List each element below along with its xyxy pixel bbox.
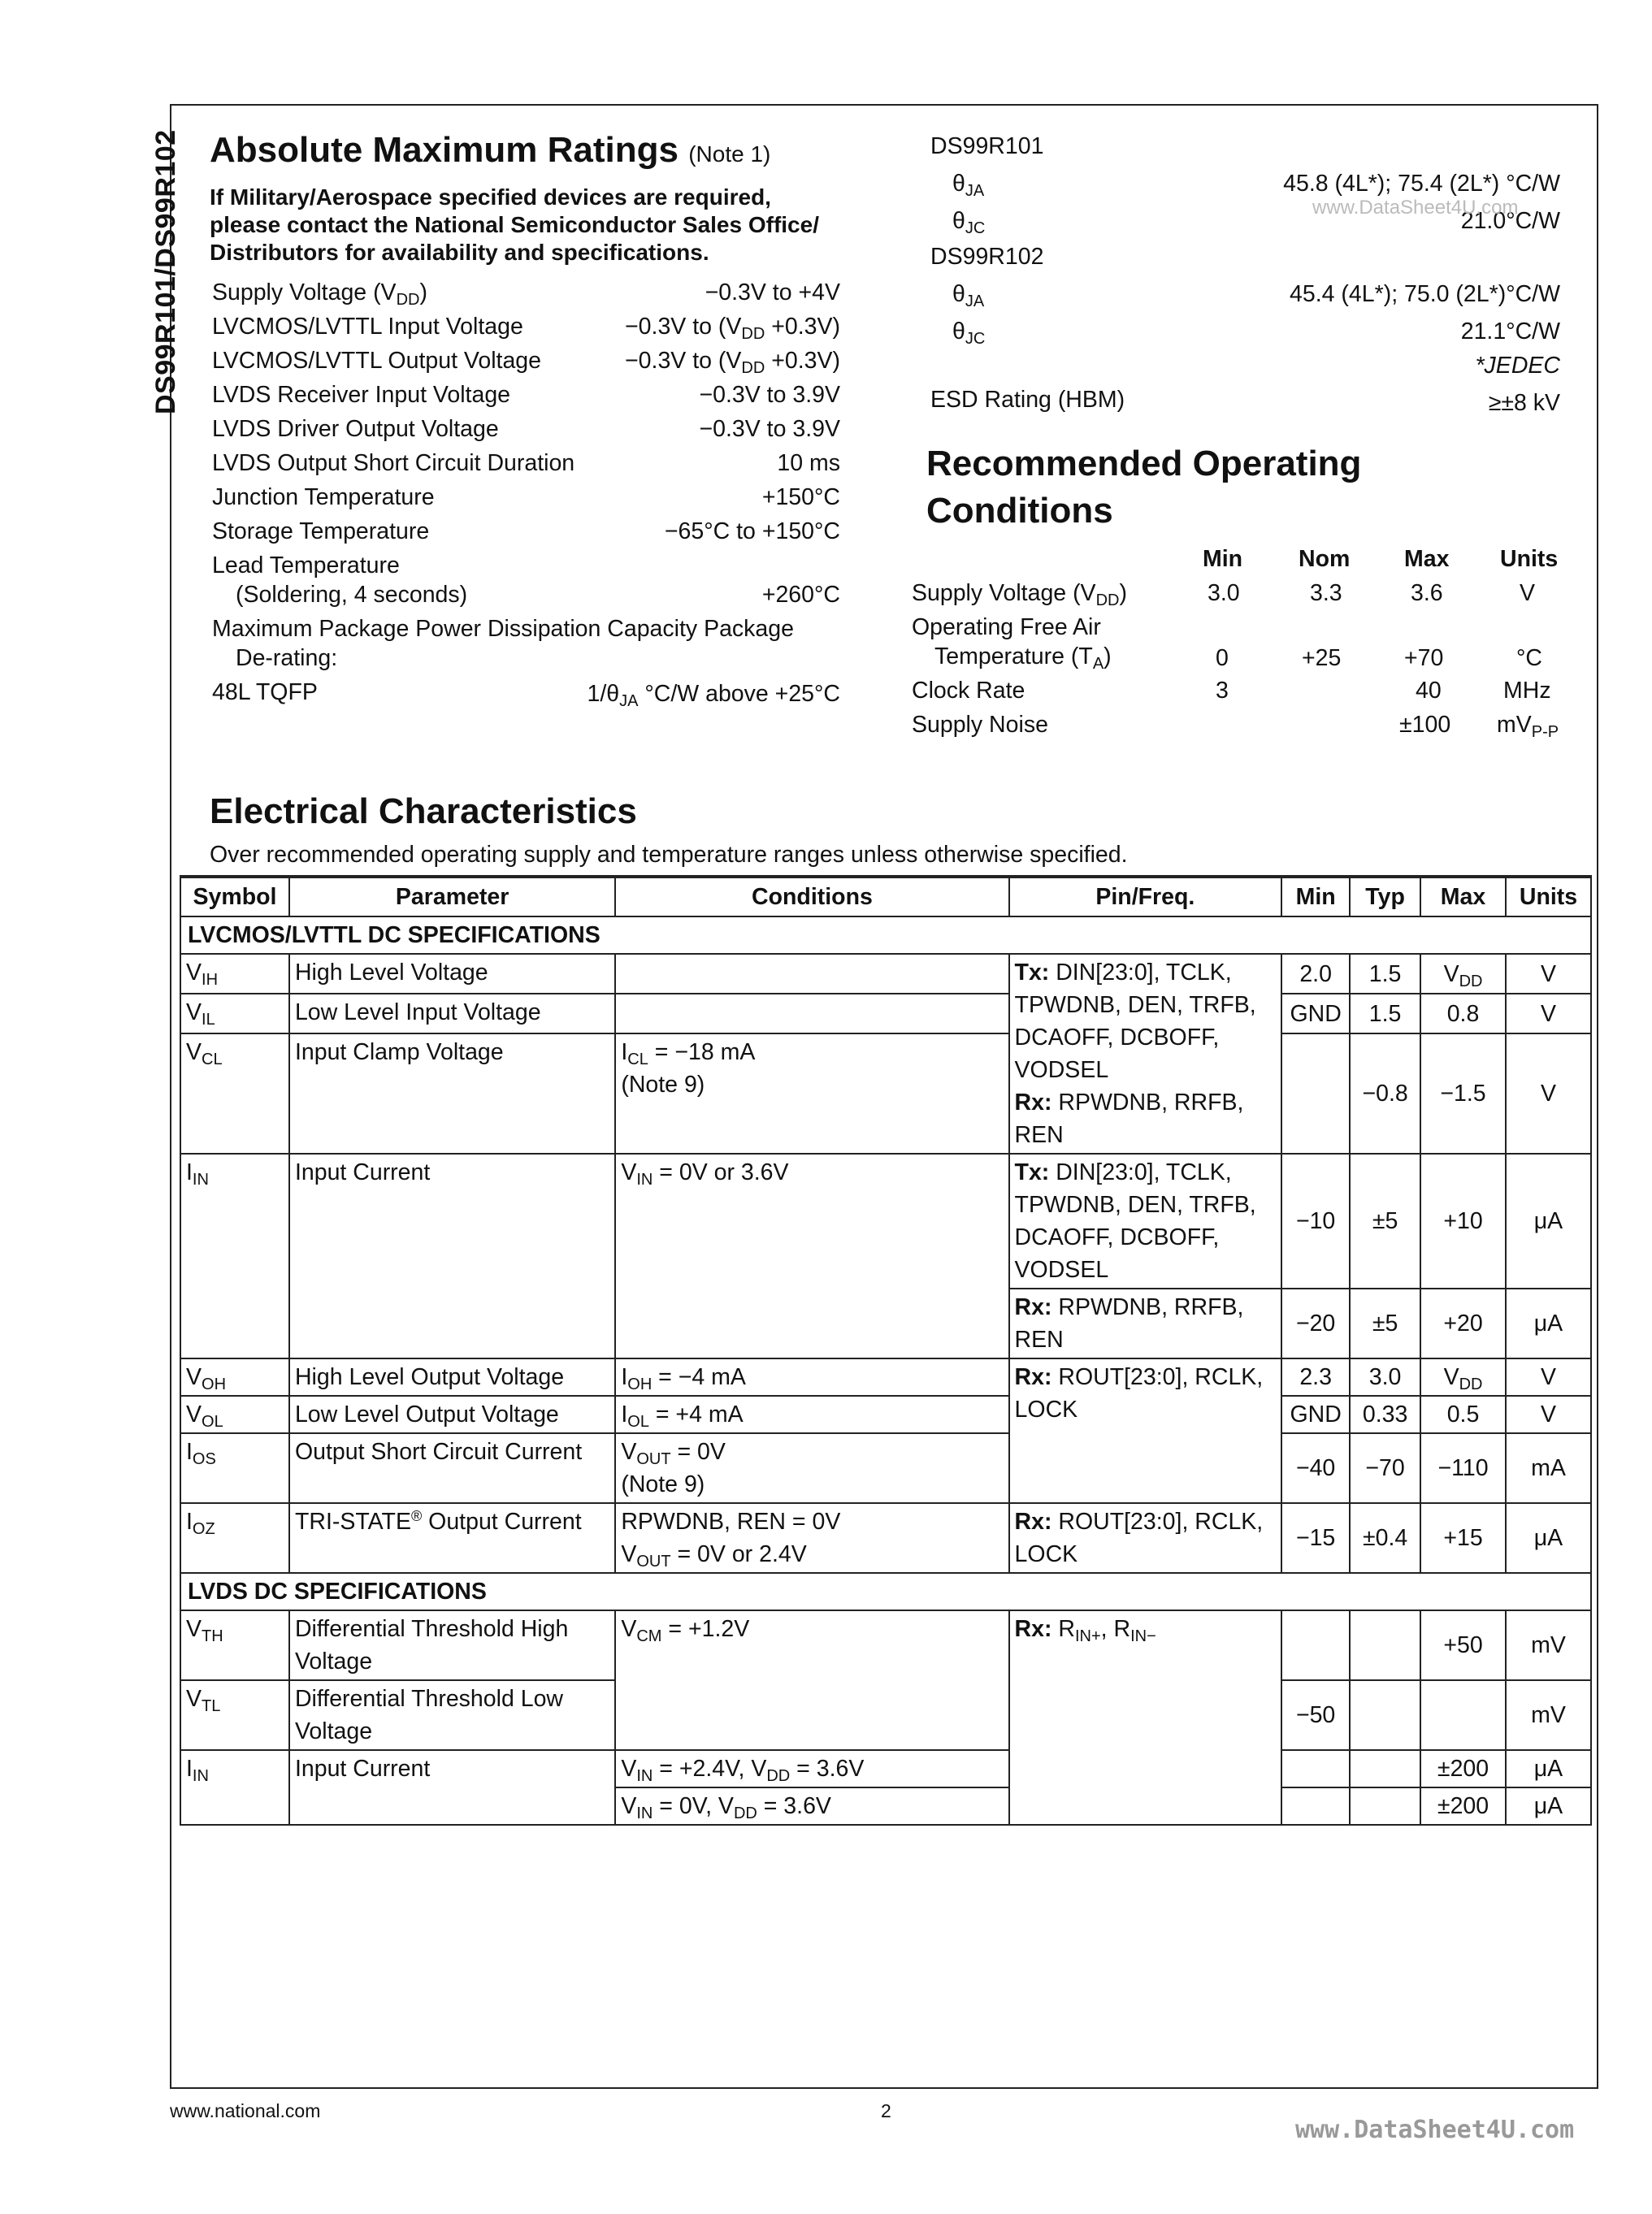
ec-subtitle: Over recommended operating supply and temperature ranges unless otherwise specified. bbox=[210, 842, 1128, 868]
ec-h-parameter: Parameter bbox=[289, 877, 615, 916]
table-row: $V_{OL}$ Low Level Output Voltage $I_{OL} = +4$ mA GND 0.33 0.5 V bbox=[180, 1396, 1591, 1433]
roc-supply-label: Supply Voltage $(V_{DD})$ bbox=[912, 580, 1127, 609]
table-row: $V_{IN} = 0V$, $V_{DD} = 3.6V$ ±200 μA bbox=[180, 1787, 1591, 1825]
abs-value-lvds-drv: −0.3V to 3.9V bbox=[699, 416, 840, 442]
table-row: $I_{IN}$ Input Current $V_{IN} = +2.4V$, $V_{DD} = 3.6V$ ±200 μA bbox=[180, 1750, 1591, 1787]
military-notice: If Military/Aerospace specified devices are required, please contact the National Semiconductor Sales Office/ Distributors for availability and specifications. bbox=[210, 184, 819, 265]
thermal-dev1: DS99R101 bbox=[930, 133, 1044, 159]
roc-temp-units: °C bbox=[1516, 645, 1542, 671]
roc-h-units: Units bbox=[1500, 546, 1559, 572]
ec-h-conditions: Conditions bbox=[615, 877, 1008, 916]
ec-h-symbol: Symbol bbox=[180, 877, 289, 916]
thermal-dev1-ja-label: $\theta_{JA}$ bbox=[952, 171, 985, 200]
footer-url[interactable]: www.national.com bbox=[170, 2100, 321, 2121]
table-row: $V_{IH}$ High Level Voltage Tx: DIN[23:0], TCLK, TPWDNB, DEN, TRFB, DCAOFF, DCBOFF, VODSEL Rx: RPWDNB, RRFB, REN 2.0 1.5 $V_{DD}$ V bbox=[180, 954, 1591, 994]
side-title: DS99R101/DS99R102 bbox=[150, 129, 181, 414]
abs-value-tqfp: $1/\theta_{JA}$ °C/W above +25°C bbox=[587, 681, 840, 710]
table-row: $V_{CL}$ Input Clamp Voltage $I_{CL} = -18$ mA (Note 9) −0.8 −1.5 V bbox=[180, 1033, 1591, 1154]
table-row: $V_{IL}$ Low Level Input Voltage GND 1.5 0.8 V bbox=[180, 994, 1591, 1033]
ec-h-typ: Typ bbox=[1350, 877, 1420, 916]
abs-row-soldering: (Soldering, 4 seconds) bbox=[236, 582, 468, 608]
table-row: $I_{IN}$ Input Current $V_{IN} = 0V$ or 3.6V Tx: DIN[23:0], TCLK, TPWDNB, DEN, TRFB, DCAOFF, DCBOFF, VODSEL −10 ±5 +10 μA bbox=[180, 1154, 1591, 1289]
roc-noise-units: $mV_{P-P}$ bbox=[1497, 712, 1559, 741]
table-row: Rx: RPWDNB, RRFB, REN −20 ±5 +20 μA bbox=[180, 1289, 1591, 1358]
abs-row-lvds-rx: LVDS Receiver Input Voltage bbox=[212, 382, 511, 408]
table-row: $V_{OH}$ High Level Output Voltage $I_{OH} = -4$ mA Rx: ROUT[23:0], RCLK, LOCK 2.3 3.0 $V_{DD}$ V bbox=[180, 1358, 1591, 1396]
thermal-dev1-jc: 21.0°C/W bbox=[1460, 208, 1560, 234]
roc-temp-min: 0 bbox=[1216, 645, 1229, 671]
thermal-dev2-ja: 45.4 (4L*); 75.0 (2L*)°C/W bbox=[1290, 281, 1560, 307]
abs-row-lvcmos-out: LVCMOS/LVTTL Output Voltage bbox=[212, 348, 541, 374]
ec-h-min: Min bbox=[1281, 877, 1350, 916]
roc-h-max: Max bbox=[1404, 546, 1450, 572]
roc-clock-max: 40 bbox=[1416, 678, 1442, 704]
thermal-dev2: DS99R102 bbox=[930, 244, 1044, 270]
abs-row-lvds-drv: LVDS Driver Output Voltage bbox=[212, 416, 499, 442]
abs-max-title: Absolute Maximum Ratings (Note 1) bbox=[210, 130, 771, 170]
thermal-dev1-ja: 45.8 (4L*); 75.4 (2L*) °C/W bbox=[1283, 171, 1560, 197]
table-row: $V_{TH}$ Differential Threshold High Voltage $V_{CM} = +1.2V$ Rx: $R_{IN+}$, $R_{IN-}$ +50 mV bbox=[180, 1610, 1591, 1680]
abs-row-short: LVDS Output Short Circuit Duration bbox=[212, 450, 575, 476]
roc-temp-max: +70 bbox=[1404, 645, 1444, 671]
esd-label: ESD Rating (HBM) bbox=[930, 387, 1125, 413]
abs-row-junction: Junction Temperature bbox=[212, 484, 435, 510]
ec-header-row bbox=[180, 877, 1591, 916]
thermal-dev2-jc: 21.1°C/W bbox=[1460, 318, 1560, 344]
roc-h-nom: Nom bbox=[1299, 546, 1351, 572]
table-row: $I_{OS}$ Output Short Circuit Current $V_{OUT} = 0V$ (Note 9) −40 −70 −110 mA bbox=[180, 1433, 1591, 1503]
abs-value-storage: −65°C to +150°C bbox=[664, 518, 840, 544]
abs-row-derating: De-rating: bbox=[236, 645, 338, 671]
ec-section-lvcmos: LVCMOS/LVTTL DC SPECIFICATIONS bbox=[180, 916, 1591, 954]
watermark-top: www.DataSheet4U.com bbox=[1312, 197, 1519, 219]
abs-value-lvcmos-out: −0.3V to $(V_{DD} +0.3V)$ bbox=[625, 348, 840, 377]
ec-section-lvds: LVDS DC SPECIFICATIONS bbox=[180, 1573, 1591, 1610]
roc-h-min: Min bbox=[1203, 546, 1243, 572]
roc-noise-max: ±100 bbox=[1399, 712, 1451, 738]
thermal-dev1-jc-label: $\theta_{JC}$ bbox=[952, 208, 986, 237]
footer-watermark: www.DataSheet4U.com bbox=[1295, 2116, 1575, 2144]
abs-row-storage: Storage Temperature bbox=[212, 518, 430, 544]
page-number: 2 bbox=[881, 2100, 891, 2121]
roc-supply-units: V bbox=[1520, 580, 1536, 606]
esd-value: ≥±8 kV bbox=[1488, 390, 1560, 416]
ec-h-pin: Pin/Freq. bbox=[1009, 877, 1282, 916]
table-row: $I_{OZ}$ TRI-STATE® Output Current RPWDNB, REN = 0V $V_{OUT} = 0V$ or 2.4V Rx: ROUT[23:0], RCLK, LOCK −15 ±0.4 +15 μA bbox=[180, 1503, 1591, 1573]
roc-clock-label: Clock Rate bbox=[912, 678, 1025, 704]
ec-title: Electrical Characteristics bbox=[210, 791, 637, 831]
ec-table bbox=[180, 875, 1592, 1826]
abs-row-tqfp: 48L TQFP bbox=[212, 679, 318, 705]
abs-row-power: Maximum Package Power Dissipation Capacity Package bbox=[212, 616, 794, 642]
pin-tx-rx: Tx: DIN[23:0], TCLK, TPWDNB, DEN, TRFB, DCAOFF, DCBOFF, VODSEL Rx: RPWDNB, RRFB, REN bbox=[1009, 954, 1282, 1154]
ec-h-units: Units bbox=[1506, 877, 1591, 916]
abs-value-junction: +150°C bbox=[761, 484, 840, 510]
roc-noise-label: Supply Noise bbox=[912, 712, 1048, 738]
ec-h-max: Max bbox=[1420, 877, 1506, 916]
thermal-dev2-ja-label: $\theta_{JA}$ bbox=[952, 281, 985, 310]
abs-value-soldering: +260°C bbox=[761, 582, 840, 608]
roc-supply-nom: 3.3 bbox=[1310, 580, 1342, 606]
roc-clock-min: 3 bbox=[1216, 678, 1229, 704]
abs-value-supply: −0.3V to +4V bbox=[705, 279, 840, 305]
thermal-jedec: *JEDEC bbox=[1475, 353, 1560, 379]
abs-row-lvcmos-in: LVCMOS/LVTTL Input Voltage bbox=[212, 314, 523, 340]
table-row: $V_{TL}$ Differential Threshold Low Voltage −50 mV bbox=[180, 1680, 1591, 1750]
thermal-dev2-jc-label: $\theta_{JC}$ bbox=[952, 318, 986, 348]
roc-temp-label1: Operating Free Air bbox=[912, 614, 1101, 640]
roc-temp-nom: +25 bbox=[1302, 645, 1342, 671]
roc-clock-units: MHz bbox=[1503, 678, 1551, 704]
abs-value-lvds-rx: −0.3V to 3.9V bbox=[699, 382, 840, 408]
roc-title: Recommended Operating Conditions bbox=[926, 444, 1362, 531]
roc-supply-max: 3.6 bbox=[1411, 580, 1443, 606]
roc-supply-min: 3.0 bbox=[1208, 580, 1240, 606]
abs-value-lvcmos-in: −0.3V to $(V_{DD} +0.3V)$ bbox=[625, 314, 840, 343]
roc-temp-label2: Temperature $(T_A)$ bbox=[934, 643, 1112, 673]
abs-row-supply: Supply Voltage $(V_{DD})$ bbox=[212, 279, 427, 309]
abs-value-short: 10 ms bbox=[777, 450, 840, 476]
abs-row-lead: Lead Temperature bbox=[212, 552, 400, 578]
